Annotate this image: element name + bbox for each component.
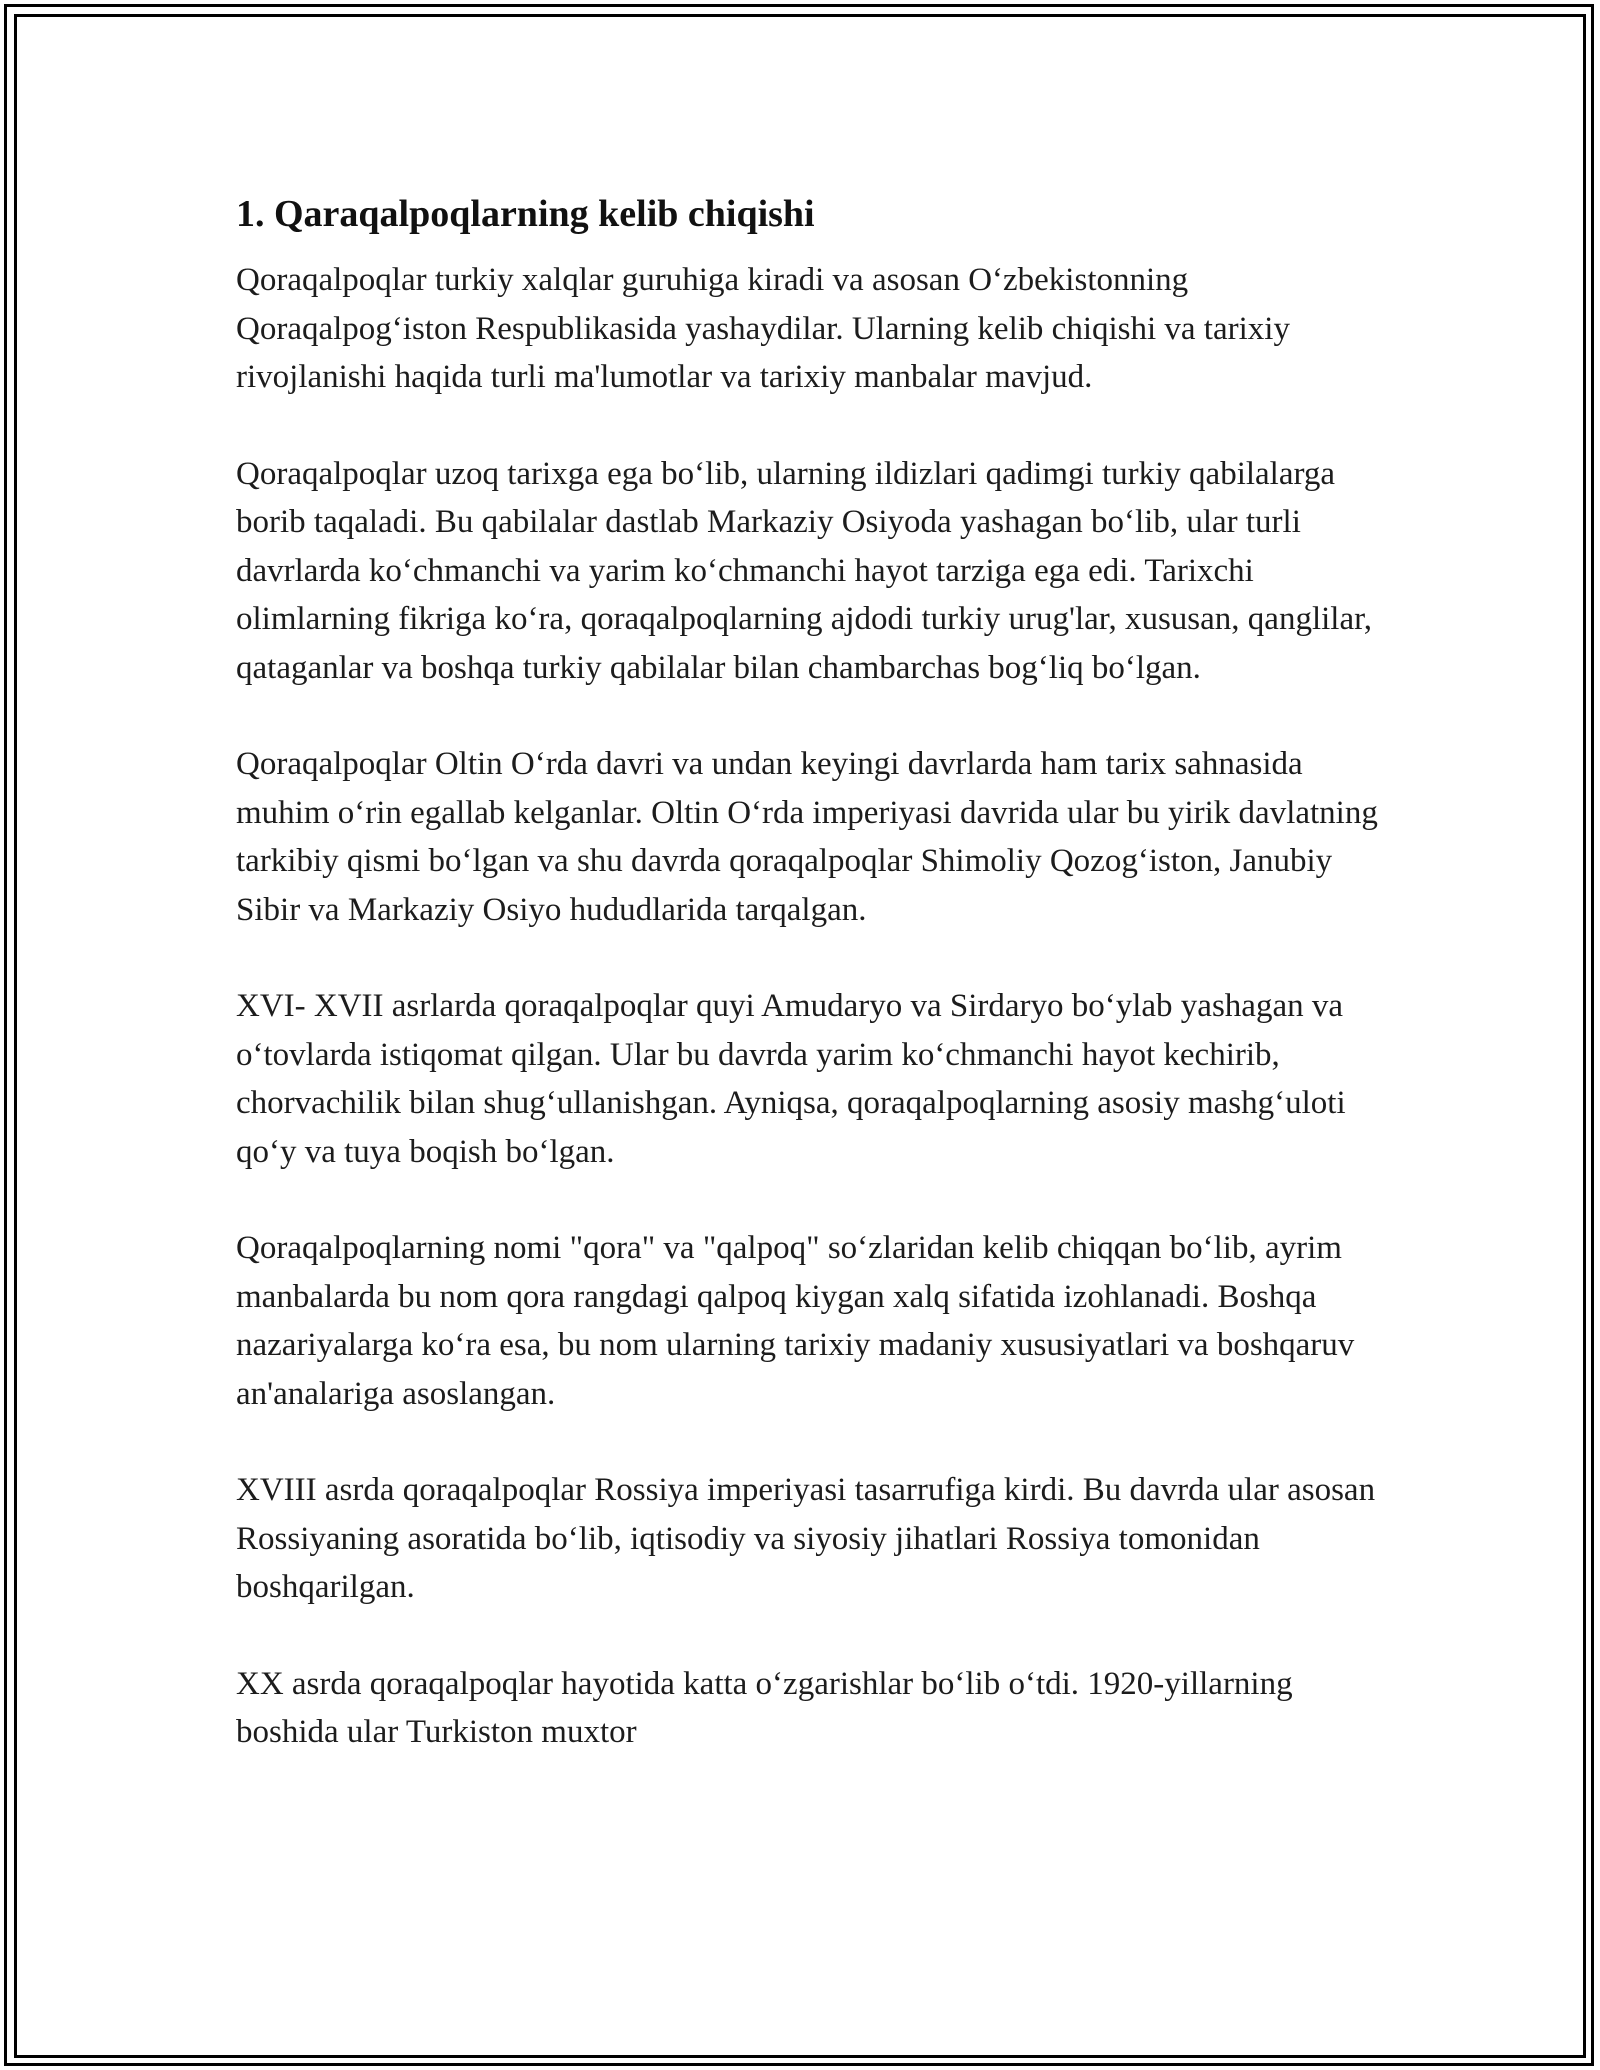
- paragraph-3: Qoraqalpoqlar Oltin O‘rda davri va undan keyingi davrlarda ham tarix sahnasida muhim o‘rin egallab kelganlar. Oltin O‘rda imperiyasi davrida ular bu yirik davlatning tarkibiy qismi bo‘lgan va shu davrda qoraqalpoqlar Shimoliy Qozog‘iston, Janubiy Sibir va Markaziy Osiyo hududlarida tarqalgan.: [236, 746, 1378, 928]
- paragraph-1: Qoraqalpoqlar turkiy xalqlar guruhiga kiradi va asosan O‘zbekistonning Qoraqalpog‘iston Respublikasida yashaydilar. Ularning kelib chiqishi va tarixiy rivojlanishi haqida turli ma'lumotlar va tarixiy manbalar mavjud.: [236, 262, 1290, 395]
- paragraph-4: XVI- XVII asrlarda qoraqalpoqlar quyi Amudaryo va Sirdaryo bo‘ylab yashagan va o‘tovlarda istiqomat qilgan. Ular bu davrda yarim ko‘chmanchi hayot kechirib, chorvachilik bilan shug‘ullanishgan. Ayniqsa, qoraqalpoqlarning asosiy mashg‘uloti qo‘y va tuya boqish bo‘lgan.: [236, 988, 1346, 1170]
- paragraph-7: XX asrda qoraqalpoqlar hayotida katta o‘zgarishlar bo‘lib o‘tdi. 1920-yillarning boshida ular Turkiston muxtor: [236, 1665, 1293, 1750]
- paragraph-5: Qoraqalpoqlarning nomi "qora" va "qalpoq" so‘zlaridan kelib chiqqan bo‘lib, ayrim manbalarda bu nom qora rangdagi qalpoq kiygan xalq sifatida izohlanadi. Boshqa nazariyalarga ko‘ra esa, bu nom ularning tarixiy madaniy xususiyatlari va boshqaruv an'analariga asoslangan.: [236, 1230, 1355, 1412]
- section-title: 1. Qaraqalpoqlarning kelib chiqishi: [236, 193, 815, 235]
- paragraph-2: Qoraqalpoqlar uzoq tarixga ega bo‘lib, ularning ildizlari qadimgi turkiy qabilalarga borib taqaladi. Bu qabilalar dastlab Markaziy Osiyoda yashagan bo‘lib, ular turli davrlarda ko‘chmanchi va yarim ko‘chmanchi hayot tarziga ega edi. Tarixchi olimlarning fikriga ko‘ra, qoraqalpoqlarning ajdodi turkiy urug'lar, xususan, qanglilar, qataganlar va boshqa turkiy qabilalar bilan chambarchas bog‘liq bo‘lgan.: [236, 455, 1373, 686]
- document-body: [236, 186, 1386, 1805]
- paragraph-6: XVIII asrda qoraqalpoqlar Rossiya imperiyasi tasarrufiga kirdi. Bu davrda ular asosan Rossiyaning asoratida bo‘lib, iqtisodiy va siyosiy jihatlari Rossiya tomonidan boshqarilgan.: [236, 1472, 1376, 1605]
